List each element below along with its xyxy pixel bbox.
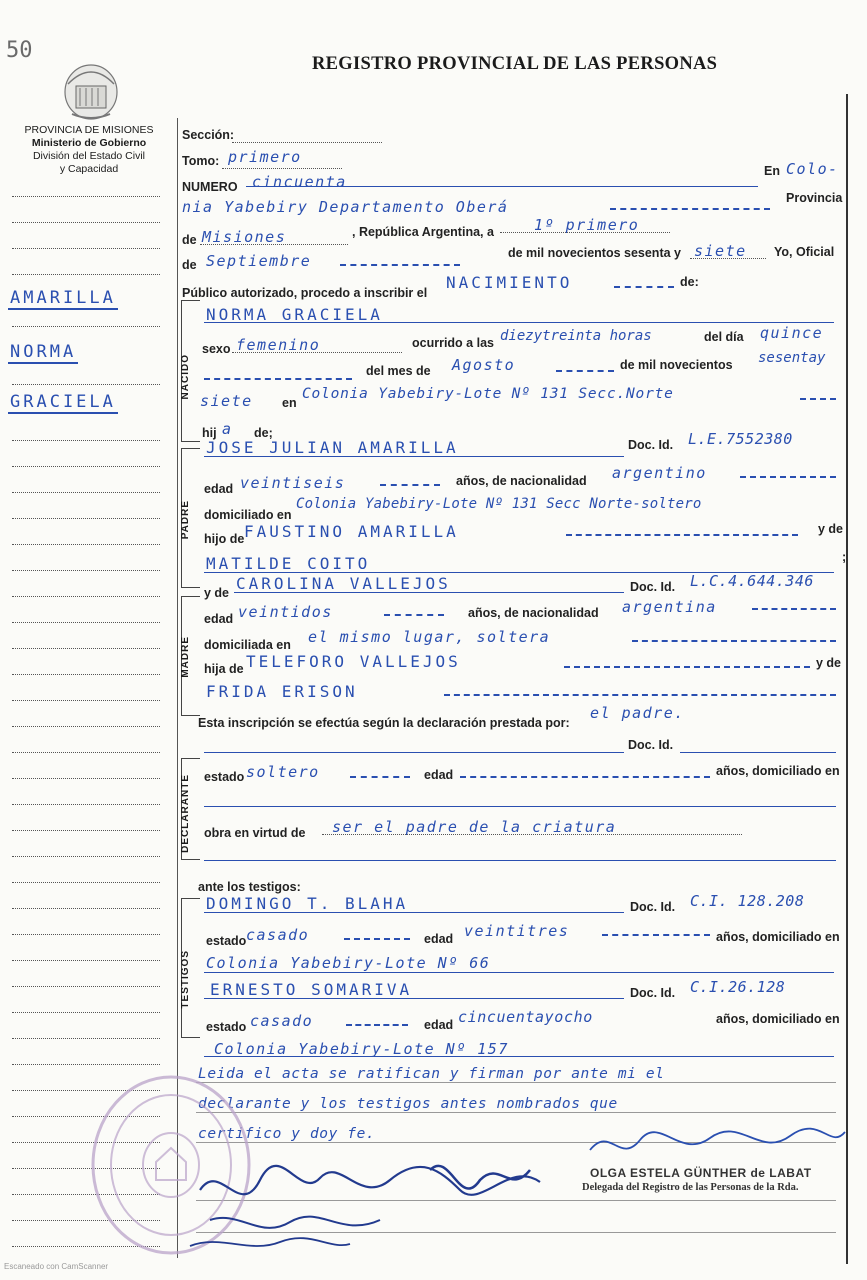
value-anio: siete — [694, 242, 747, 260]
label-padre-edad: edad — [204, 482, 234, 496]
provincial-shield-icon — [60, 62, 122, 124]
value-t1-dom: Colonia Yabebiry-Lote Nº 66 — [206, 954, 491, 972]
value-t1-edad: veintitres — [464, 922, 570, 940]
value-hora: diezytreinta horas — [500, 328, 652, 344]
label-semicolon: ; — [842, 550, 847, 564]
agency-province: PROVINCIA DE MISIONES — [24, 124, 154, 136]
label-de-mil: de mil novecientos — [620, 358, 733, 372]
label-hijo-de: de; — [254, 426, 273, 440]
label-decl-dom: años, domiciliado en — [716, 764, 840, 778]
label-hijo: hij — [202, 426, 217, 440]
page-number: 50 — [6, 38, 33, 63]
label-madre-dom: domiciliada en — [204, 638, 291, 652]
value-decl-estado: soltero — [246, 763, 320, 781]
value-t1-estado: casado — [246, 926, 310, 944]
scanner-watermark: Escaneado con CamScanner — [4, 1262, 109, 1271]
value-abuelo-p: FAUSTINO AMARILLA — [244, 522, 459, 541]
label-padre-dom: domiciliado en — [204, 508, 292, 522]
agency-ministry: Ministerio de Gobierno — [31, 137, 147, 149]
value-abuela-m: FRIDA ERISON — [206, 682, 358, 701]
value-anio-nac: sesentay — [758, 350, 826, 366]
label-yo-oficial: Yo, Oficial — [774, 245, 835, 259]
label-seccion: Sección: — [182, 128, 235, 142]
label-decl-doc: Doc. Id. — [628, 738, 674, 752]
value-hijo: a — [222, 420, 233, 438]
value-testigo2: ERNESTO SOMARIVA — [210, 980, 413, 999]
label-t1-estado: estado — [206, 934, 247, 948]
label-decl-estado: estado — [204, 770, 245, 784]
value-t2-edad: cincuentayocho — [458, 1008, 593, 1026]
margin-surname: AMARILLA — [10, 288, 116, 308]
official-name: OLGA ESTELA GÜNTHER de LABAT — [590, 1166, 812, 1180]
value-madre: CAROLINA VALLEJOS — [236, 574, 451, 593]
value-padre-nac: argentino — [612, 464, 707, 482]
closing-line-1: Leida el acta se ratifican y firman por ante mi el — [198, 1066, 665, 1082]
value-lugar-nac: Colonia Yabebiry-Lote Nº 131 Secc.Norte — [302, 386, 674, 402]
section-madre-label: MADRE — [180, 636, 191, 678]
value-en: Colo- — [786, 160, 839, 178]
value-testigo1: DOMINGO T. BLAHA — [206, 894, 409, 913]
label-t2-edad: edad — [424, 1018, 454, 1032]
value-tomo: primero — [228, 148, 302, 166]
value-declarante: el padre. — [590, 704, 685, 722]
document-title: REGISTRO PROVINCIAL DE LAS PERSONAS — [312, 54, 718, 74]
value-numero: cincuenta — [252, 173, 347, 191]
label-t2-dom: años, domiciliado en — [716, 1012, 840, 1026]
label-del-mes: del mes de — [366, 364, 431, 378]
margin-name2: GRACIELA — [10, 392, 116, 412]
value-a-dia: 1º primero — [534, 216, 640, 234]
value-t1-doc: C.I. 128.208 — [690, 892, 805, 910]
value-abuela-p: MATILDE COITO — [206, 554, 371, 573]
label-de-mil-sesenta: de mil novecientos sesenta y — [508, 246, 681, 260]
value-obra: ser el padre de la criatura — [332, 818, 617, 836]
label-ocurrido: ocurrido a las — [412, 336, 494, 350]
value-t2-estado: casado — [250, 1012, 314, 1030]
value-abuelo-m: TELEFORO VALLEJOS — [246, 652, 461, 671]
label-t2-estado: estado — [206, 1020, 247, 1034]
label-publico: Público autorizado, procedo a inscribir el — [182, 286, 428, 300]
value-padre-edad: veintiseis — [240, 474, 346, 492]
value-misiones: Misiones — [202, 228, 287, 246]
label-padre-y-de: y de — [818, 522, 844, 536]
label-madre-doc: Doc. Id. — [630, 580, 676, 594]
label-inscripcion: Esta inscripción se efectúa según la declaración prestada por: — [198, 716, 570, 730]
label-madre-y-de2: y de — [816, 656, 842, 670]
section-declarante-label: DECLARANTE — [180, 774, 191, 853]
label-de-colon: de: — [680, 275, 699, 289]
value-madre-dom: el mismo lugar, soltera — [308, 628, 551, 646]
closing-line-3: certifico y doy fe. — [198, 1126, 376, 1142]
label-republica: , República Argentina, a — [352, 225, 494, 239]
label-decl-edad: edad — [424, 768, 454, 782]
label-del-dia: del día — [704, 330, 744, 344]
closing-line-2: declarante y los testigos antes nombrados que — [198, 1096, 618, 1112]
label-hija-de: hija de — [204, 662, 244, 676]
value-nombre: NORMA GRACIELA — [206, 305, 383, 324]
label-sexo: sexo — [202, 342, 231, 356]
agency-capacity: y Capacidad — [59, 163, 119, 175]
label-de-prov: de — [182, 233, 197, 247]
label-provincia: Provincia — [786, 191, 843, 205]
label-t1-dom: años, domiciliado en — [716, 930, 840, 944]
value-padre: JOSE JULIAN AMARILLA — [206, 438, 459, 457]
value-madre-doc: L.C.4.644.346 — [690, 572, 814, 590]
value-mes: Septiembre — [206, 252, 312, 270]
value-madre-edad: veintidos — [238, 603, 333, 621]
label-padre-nac: años, de nacionalidad — [456, 474, 587, 488]
label-madre-edad: edad — [204, 612, 234, 626]
section-padre-label: PADRE — [180, 500, 191, 540]
label-madre-y-de: y de — [204, 586, 230, 600]
label-hijo-de2: hijo de — [204, 532, 245, 546]
label-t2-doc: Doc. Id. — [630, 986, 676, 1000]
value-anio-nac2: siete — [200, 392, 253, 410]
label-tomo: Tomo: — [182, 154, 220, 168]
margin-name1: NORMA — [10, 342, 77, 362]
signature-declarant-icon — [180, 1150, 580, 1260]
value-t2-dom: Colonia Yabebiry-Lote Nº 157 — [214, 1040, 509, 1058]
value-acto: NACIMIENTO — [446, 273, 573, 292]
value-madre-nac: argentina — [622, 598, 717, 616]
value-t2-doc: C.I.26.128 — [690, 978, 786, 996]
value-padre-dom: Colonia Yabebiry-Lote Nº 131 Secc Norte-soltero — [296, 496, 702, 512]
official-role: Delegada del Registro de las Personas de la Rda. — [582, 1182, 799, 1193]
value-mes-nac: Agosto — [452, 356, 516, 374]
section-testigos-label: TESTIGOS — [180, 950, 191, 1009]
label-en-lugar: en — [282, 396, 297, 410]
value-dia: quince — [760, 324, 824, 342]
label-t1-doc: Doc. Id. — [630, 900, 676, 914]
section-nacido-label: NACIDO — [180, 354, 191, 400]
label-madre-nac: años, de nacionalidad — [468, 606, 599, 620]
agency-header — [8, 124, 170, 176]
label-numero: NUMERO — [182, 180, 238, 194]
label-ante: ante los testigos: — [198, 880, 301, 894]
value-sexo: femenino — [236, 336, 321, 354]
value-lugar: nia Yabebiry Departamento Oberá — [182, 198, 509, 216]
label-obra: obra en virtud de — [204, 826, 306, 840]
label-t1-edad: edad — [424, 932, 454, 946]
right-border — [846, 94, 848, 1264]
label-padre-doc: Doc. Id. — [628, 438, 674, 452]
agency-division: División del Estado Civil — [32, 150, 146, 162]
value-padre-doc: L.E.7552380 — [688, 430, 793, 448]
label-en: En — [764, 164, 780, 178]
label-de-mes: de — [182, 258, 197, 272]
